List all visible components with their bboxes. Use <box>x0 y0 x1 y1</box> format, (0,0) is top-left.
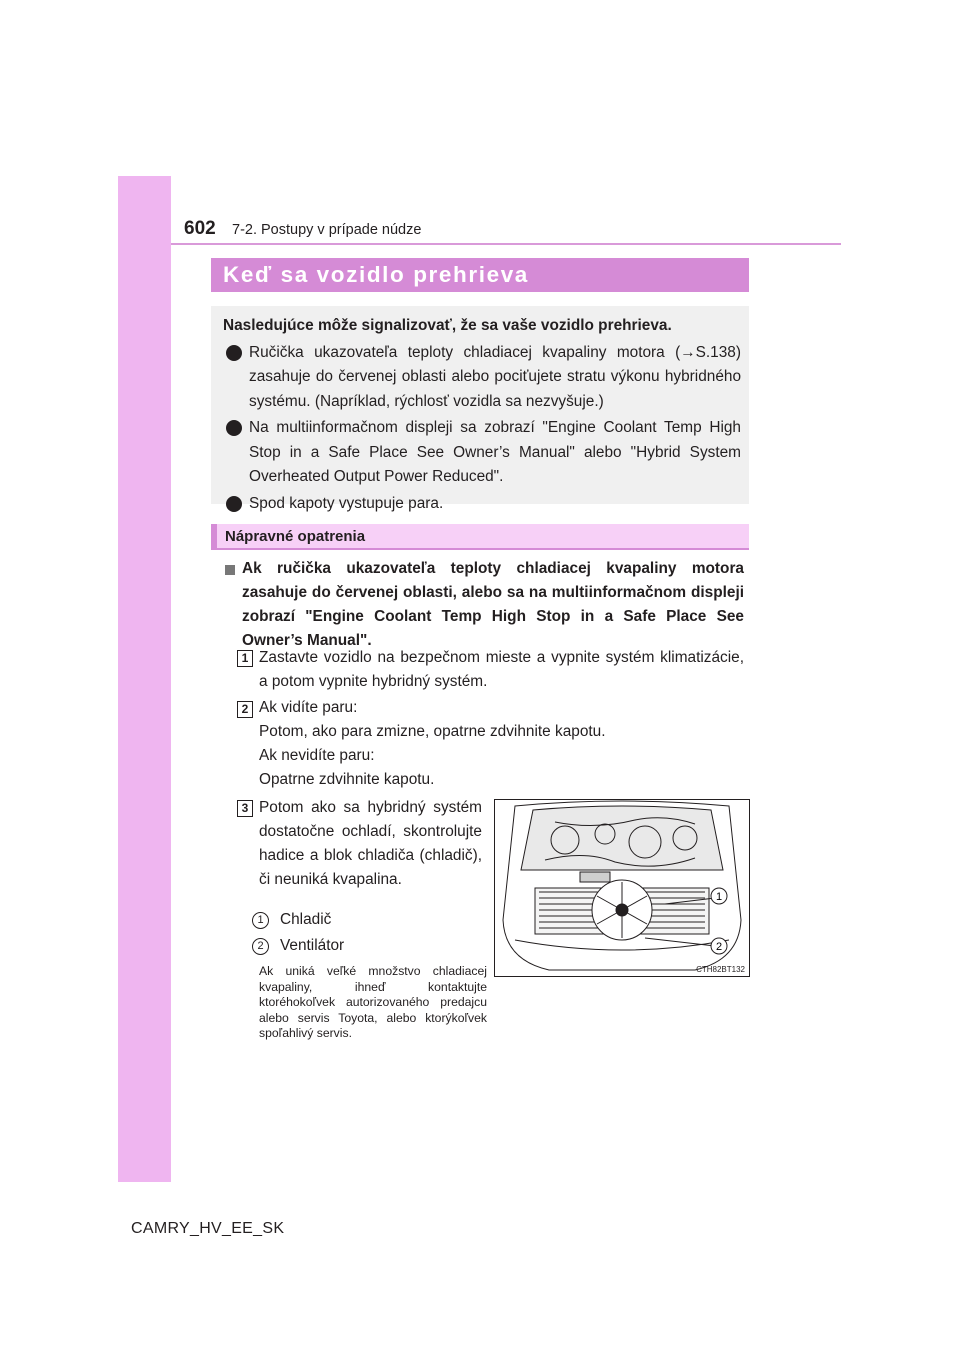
symptoms-box <box>211 306 749 512</box>
section-heading: 7-2. Postupy v prípade núdze <box>232 222 422 238</box>
legend-label-1: Chladič <box>280 911 332 928</box>
step-1-text: Zastavte vozidlo na bezpečnom mieste a vypnite systém klimatizácie, a potom vypnite hybridný systém. <box>259 649 744 690</box>
remedy-heading-bar <box>211 524 749 550</box>
step-3-text: Potom ako sa hybridný systém dostatočne ochladí, skontrolujte hadice a blok chladiča (chladič), či neuniká kvapalina. <box>259 799 482 888</box>
legend-label-2: Ventilátor <box>280 937 345 954</box>
step-2-line-2: Potom, ako para zmizne, opatrne zdvihnite kapotu. <box>259 723 606 740</box>
symptom-item <box>223 416 741 490</box>
page-number: 602 <box>184 218 216 239</box>
bullet-icon <box>226 345 242 361</box>
title-bar <box>211 258 749 292</box>
page-title: Keď sa vozidlo prehrieva <box>223 262 529 287</box>
figure-callout-2: 2 <box>715 941 723 953</box>
figure-code: CTH82BT132 <box>696 965 745 974</box>
symptom-text: Spod kapoty vystupuje para. <box>249 494 444 512</box>
symptoms-lead: Nasledujúce môže signalizovať, že sa vaše vozidlo prehrieva. <box>223 317 672 334</box>
symptom-text: Na multiinformačnom displeji sa zobrazí "Engine Coolant Temp High Stop in a Safe Place See Owner’s Manual" alebo "Hybrid System Overheated Output Power Reduced". <box>249 419 741 485</box>
bullet-icon <box>226 496 242 512</box>
side-tab <box>118 176 171 1182</box>
condition-paragraph <box>222 557 744 653</box>
header-rule <box>171 243 841 245</box>
engine-bay-illustration <box>495 800 749 976</box>
step-number-2: 2 <box>237 701 253 718</box>
step-2-line-4: Opatrne zdvihnite kapotu. <box>259 771 435 788</box>
figure-callout-1: 1 <box>715 891 723 903</box>
symptom-text: Ručička ukazovateľa teploty chladiacej kvapaliny motora (→S.138) zasahuje do červenej oblasti alebo pociťujete stratu výkonu hybridného systému. (Napríklad, rýchlosť vozidla sa nezvyšuje.) <box>249 343 741 410</box>
step-number-3: 3 <box>237 800 253 817</box>
step-2-line-3: Ak nevidíte paru: <box>259 747 375 764</box>
remedy-heading: Nápravné opatrenia <box>225 528 366 545</box>
legend-number-1: 1 <box>252 912 269 929</box>
condition-text: Ak ručička ukazovateľa teploty chladiacej kvapaliny motora zasahuje do červenej oblasti, alebo sa na multiinformačnom displeji zobrazí "Engine Coolant Temp High Stop in a Safe Place See Owner’s Manual". <box>242 560 744 649</box>
square-bullet-icon <box>225 565 235 575</box>
legend-number-2: 2 <box>252 938 269 955</box>
symptom-item <box>223 341 741 415</box>
symptom-item <box>223 492 741 517</box>
bullet-icon <box>226 420 242 436</box>
step-number-1: 1 <box>237 650 253 667</box>
warning-note: Ak uniká veľké množstvo chladiacej kvapaliny, ihneď kontaktujte ktoréhokoľvek autorizovaného predajcu alebo servis Toyota, alebo ktorýkoľvek spoľahlivý servis. <box>259 964 487 1040</box>
step-2-line-1: Ak vidíte paru: <box>259 699 358 716</box>
engine-bay-figure <box>494 799 750 977</box>
footer-model-code: CAMRY_HV_EE_SK <box>131 1220 285 1237</box>
